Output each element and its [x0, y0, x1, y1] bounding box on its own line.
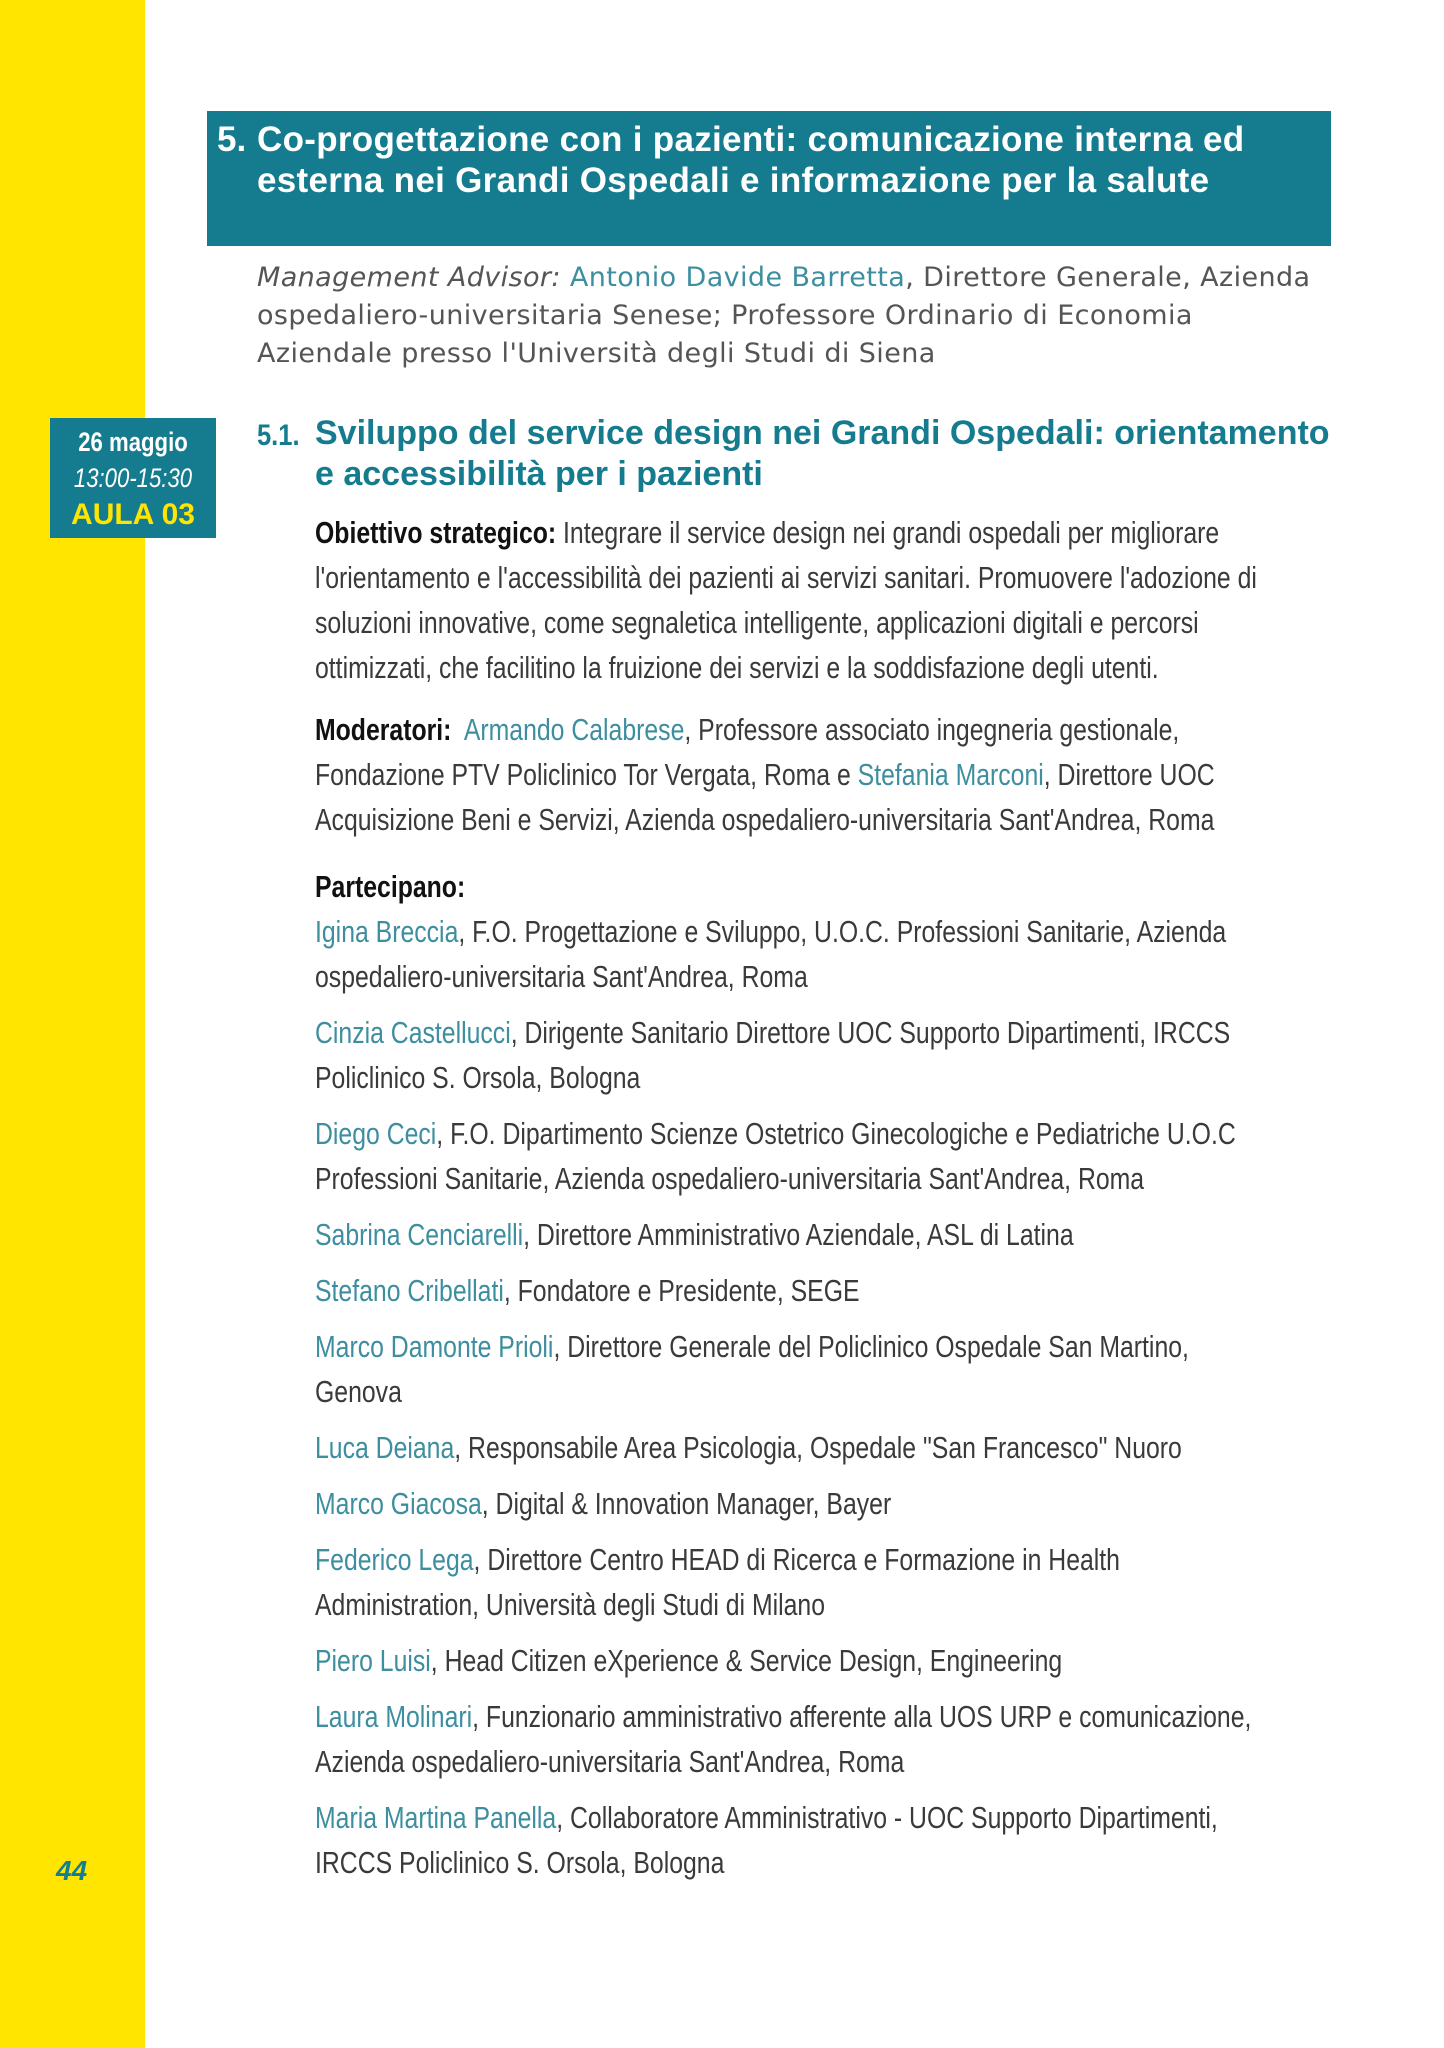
participant-description: , F.O. Dipartimento Scienze Ostetrico Ginecologiche e Pediatriche U.O.C Professioni Sanitarie, Azienda ospedaliero-universitaria Sant'Andrea, Roma — [315, 1116, 1236, 1196]
participant-item — [315, 909, 1259, 999]
participant-name: Stefano Cribellati — [315, 1273, 504, 1308]
participant-item — [315, 1268, 1259, 1313]
participant-item — [315, 1010, 1259, 1100]
moderator-description: , Professore associato ingegneria gestionale, Fondazione PTV Policlinico Tor Vergata, Roma e — [315, 712, 1180, 792]
participant-name: Marco Damonte Prioli — [315, 1329, 554, 1364]
participant-description: , Direttore Centro HEAD di Ricerca e Formazione in Health Administration, Università degli Studi di Milano — [315, 1542, 1120, 1622]
session-time: 13:00-15:30 — [73, 463, 193, 493]
participant-item — [315, 1425, 1259, 1470]
moderators-label: Moderatori: — [315, 712, 452, 747]
objective-label: Obiettivo strategico: — [315, 515, 557, 550]
objective-paragraph — [315, 510, 1259, 690]
participant-description: , Digital & Innovation Manager, Bayer — [481, 1486, 892, 1521]
participant-description: , Fondatore e Presidente, SEGE — [503, 1273, 860, 1308]
participant-description: , Direttore Amministrativo Aziendale, ASL di Latina — [523, 1217, 1074, 1252]
subsection-title: Sviluppo del service design nei Grandi Ospedali: orientamento e accessibilità per i pazienti — [315, 414, 1330, 493]
participants-label: Partecipano: — [315, 869, 466, 904]
participant-item — [315, 1481, 1259, 1526]
participants-list — [315, 909, 1259, 1885]
participant-item — [315, 1694, 1259, 1784]
advisor-description: , Direttore Generale, Azienda ospedaliero-universitaria Senese; Professore Ordinario di Economia Aziendale presso l'Università degli Studi di Siena — [257, 262, 1311, 369]
participant-item — [315, 1795, 1259, 1885]
participant-name: Luca Deiana — [315, 1430, 455, 1465]
participant-description: , Collaboratore Amministrativo - UOC Supporto Dipartimenti, IRCCS Policlinico S. Orsola, Bologna — [315, 1800, 1218, 1880]
moderator-name: Stefania Marconi — [857, 757, 1044, 792]
participant-name: Sabrina Cenciarelli — [315, 1217, 524, 1252]
participant-description: , Dirigente Sanitario Direttore UOC Supporto Dipartimenti, IRCCS Policlinico S. Orsola, Bologna — [315, 1015, 1231, 1095]
participant-description: , Responsabile Area Psicologia, Ospedale "San Francesco" Nuoro — [454, 1430, 1182, 1465]
participant-description: , F.O. Progettazione e Sviluppo, U.O.C. Professioni Sanitarie, Azienda ospedaliero-universitaria Sant'Andrea, Roma — [315, 914, 1227, 994]
participant-description: , Head Citizen eXperience & Service Design, Engineering — [430, 1643, 1063, 1678]
participant-name: Piero Luisi — [315, 1643, 431, 1678]
subsection-number: 5.1. — [257, 419, 300, 452]
page-number: 44 — [56, 1855, 88, 1886]
participant-name: Igina Breccia — [315, 914, 459, 949]
objective-text: Integrare il service design nei grandi ospedali per migliorare l'orientamento e l'accessibilità dei pazienti ai servizi sanitari. Promuovere l'adozione di soluzioni innovative, come segnaletica intelligente, applicazioni digitali e percorsi ottimizzati, che facilitino la fruizione dei servizi e la soddisfazione degli utenti. — [315, 515, 1257, 685]
participant-item — [315, 1324, 1259, 1414]
session-info-box — [50, 418, 216, 538]
advisor-role-label: Management Advisor: — [257, 262, 561, 293]
participants-section — [315, 864, 1259, 1896]
moderator-description: , Direttore UOC Acquisizione Beni e Servizi, Azienda ospedaliero-universitaria Sant'Andrea, Roma — [315, 757, 1215, 837]
participant-name: Diego Ceci — [315, 1116, 437, 1151]
yellow-sidebar — [0, 0, 145, 2048]
participant-name: Marco Giacosa — [315, 1486, 482, 1521]
participant-name: Federico Lega — [315, 1542, 474, 1577]
participant-description: , Direttore Generale del Policlinico Ospedale San Martino, Genova — [315, 1329, 1189, 1409]
participant-description: , Funzionario amministrativo afferente alla UOS URP e comunicazione, Azienda ospedaliero-universitaria Sant'Andrea, Roma — [315, 1699, 1252, 1779]
management-advisor — [257, 259, 1317, 373]
section-number: 5. — [217, 120, 247, 159]
participant-name: Maria Martina Panella — [315, 1800, 557, 1835]
session-room: AULA 03 — [71, 498, 195, 531]
moderator-name: Armando Calabrese — [463, 712, 685, 747]
advisor-name: Antonio Davide Barretta — [569, 262, 906, 293]
participant-item — [315, 1537, 1259, 1627]
session-date: 26 maggio — [78, 427, 188, 457]
participant-item — [315, 1111, 1259, 1201]
section-header — [207, 111, 1331, 246]
participant-name: Cinzia Castellucci — [315, 1015, 511, 1050]
moderators-paragraph — [315, 707, 1259, 842]
participant-item — [315, 1212, 1259, 1257]
participant-item — [315, 1638, 1259, 1683]
section-title: Co-progettazione con i pazienti: comunicazione interna ed esterna nei Grandi Ospedali e informazione per la salute — [257, 120, 1245, 200]
participant-name: Laura Molinari — [315, 1699, 473, 1734]
